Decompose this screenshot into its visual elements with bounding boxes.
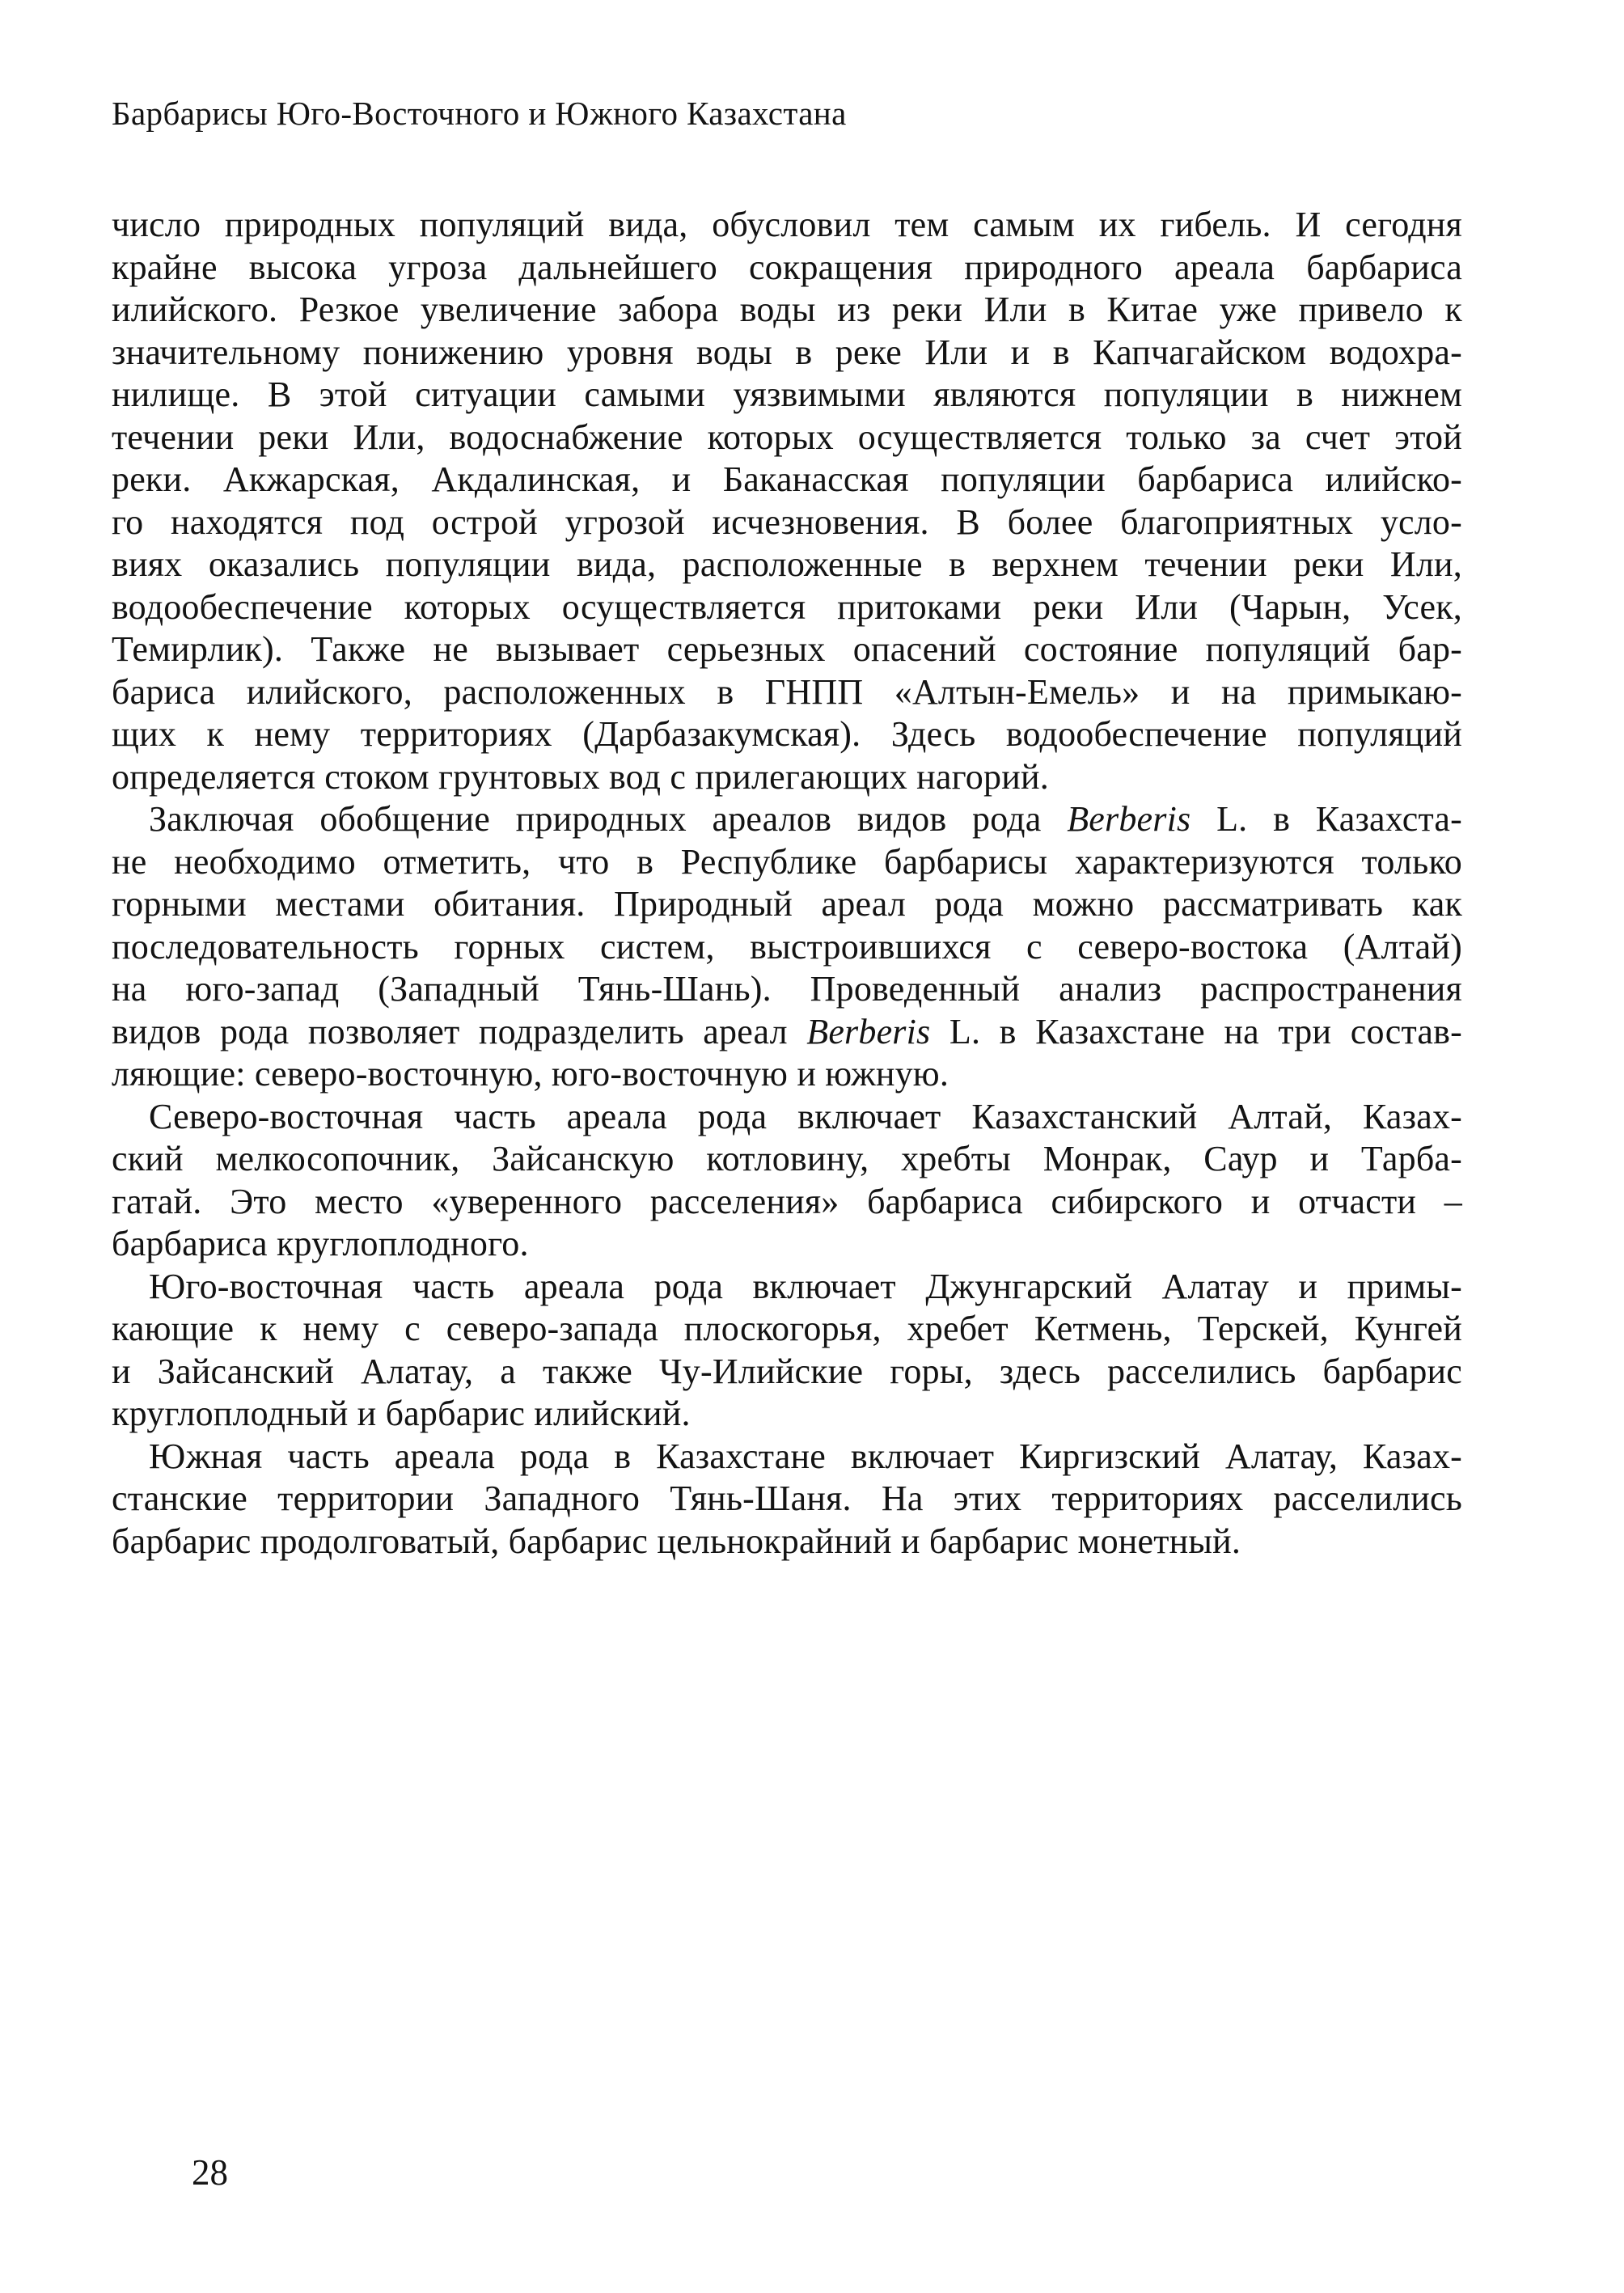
text-line: ский мелкосопочник, Зайсанскую котловину, хребты Монрак, Саур и Тарба- [112, 1139, 1462, 1178]
text-line: крайне высока угроза дальнейшего сокращения природного ареала барбариса [112, 247, 1462, 287]
text-line: барбарис продолговатый, барбарис цельнокрайний и барбарис монетный. [112, 1521, 1241, 1561]
page-number: 28 [192, 2152, 228, 2193]
text-line: Юго-восточная часть ареала рода включает Джунгарский Алатау и примы- [149, 1266, 1462, 1306]
text-line: реки. Акжарская, Акдалинская, и Баканасская популяции барбариса илийско- [112, 459, 1462, 499]
text-line: водообеспечение которых осуществляется притоками реки Или (Чарын, Усек, [112, 586, 1462, 627]
text-line: круглоплодный и барбарис илийский. [112, 1394, 691, 1433]
text-run: видов рода позволяет подразделить ареал [112, 1011, 807, 1051]
text-line: бариса илийского, расположенных в ГНПП «Алтын-Емель» и на примыкаю- [112, 671, 1462, 712]
text-line: число природных популяций вида, обусловил тем самым их гибель. И сегодня [112, 205, 1462, 244]
text-line: ляющие: северо-восточную, юго-восточную и южную. [112, 1054, 949, 1094]
species-name-italic: Berberis [1067, 799, 1191, 839]
text-line: и Зайсанский Алатау, а также Чу-Илийские горы, здесь расселились барбарис [112, 1351, 1462, 1391]
text-line: на юго-запад (Западный Тянь-Шань). Проведенный анализ распространения [112, 969, 1462, 1009]
text-line: виях оказались популяции вида, расположенные в верхнем течении реки Или, [112, 544, 1462, 584]
running-header: Барбарисы Юго-Восточного и Южного Казахстана [112, 95, 847, 132]
text-line: Южная часть ареала рода в Казахстане включает Киргизский Алатау, Казах- [149, 1436, 1462, 1476]
text-line: Темирлик). Также не вызывает серьезных опасений состояние популяций бар- [112, 629, 1462, 669]
text-line: щих к нему территориях (Дарбазакумская). Здесь водообеспечение популяций [112, 714, 1462, 754]
text-run: L. в Казахстане на три состав- [930, 1011, 1462, 1051]
text-line: не необходимо отметить, что в Республике барбарисы характеризуются только [112, 841, 1462, 882]
text-line: кающие к нему с северо-запада плоскогорья, хребет Кетмень, Терскей, Кунгей [112, 1309, 1462, 1348]
text-line: нилище. В этой ситуации самыми уязвимыми являются популяции в нижнем [112, 374, 1462, 414]
species-name-italic: Berberis [806, 1011, 931, 1051]
text-run: L. в Казахста- [1191, 799, 1462, 839]
paragraph [112, 1096, 1462, 1266]
text-line: го находятся под острой угрозой исчезновения. В более благоприятных усло- [112, 501, 1462, 542]
text-line [112, 1011, 1462, 1054]
text-line: горными местами обитания. Природный ареал рода можно рассматривать как [112, 884, 1462, 924]
text-line: гатай. Это место «уверенного расселения» барбариса сибирского и отчасти – [112, 1181, 1462, 1221]
text-line: течении реки Или, водоснабжение которых осуществляется только за счет этой [112, 417, 1462, 457]
paragraph [112, 1266, 1462, 1436]
text-line [112, 798, 1462, 841]
text-line: илийского. Резкое увеличение забора воды из реки Или в Китае уже привело к [112, 290, 1462, 329]
paragraph [112, 798, 1462, 1096]
text-line: Северо-восточная часть ареала рода включает Казахстанский Алтай, Казах- [149, 1096, 1462, 1136]
paragraph [112, 1436, 1462, 1563]
text-run: Заключая обобщение природных ареалов видов рода [149, 799, 1068, 839]
text-line: станские территории Западного Тянь-Шаня. На этих территориях расселились [112, 1479, 1462, 1518]
body-text [112, 204, 1462, 1563]
text-line: определяется стоком грунтовых вод с прилегающих нагорий. [112, 756, 1049, 797]
text-line: барбариса круглоплодного. [112, 1224, 529, 1263]
paragraph [112, 204, 1462, 798]
text-line: значительному понижению уровня воды в реке Или и в Капчагайском водохра- [112, 332, 1462, 372]
text-line: последовательность горных систем, выстроившихся с северо-востока (Алтай) [112, 926, 1462, 967]
